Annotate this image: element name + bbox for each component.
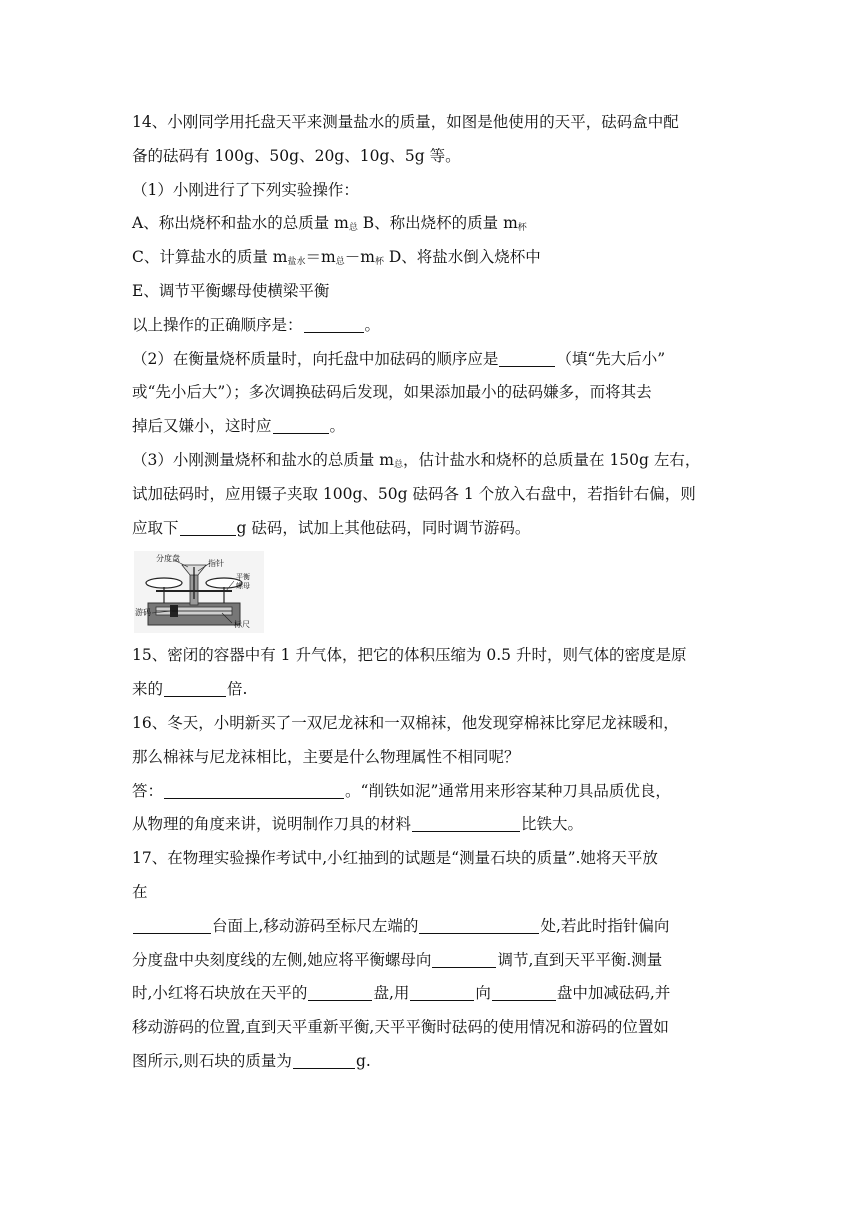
q15-line1: 15、密闭的容器中有 1 升气体，把它的体积压缩为 0.5 升时，则气体的密度是原 xyxy=(132,646,687,665)
q17-line2: 在 xyxy=(132,882,148,901)
label-zhizhen: 指针 xyxy=(208,559,224,569)
label-pingheng: 平衡 xyxy=(236,573,250,582)
q17-line6: 移动游码的位置,直到天平重新平衡,天平平衡时砝码的使用情况和游码的位置如 xyxy=(132,1018,669,1037)
answer-blank[interactable] xyxy=(133,915,211,934)
answer-blank[interactable] xyxy=(304,314,364,333)
q14-order: 以上操作的正确顺序是： 。 xyxy=(132,315,381,334)
q14-option-a-b: A、称出烧杯和盐水的总质量 $m_总$ B、称出烧杯的质量 $m_杯$ xyxy=(132,214,527,234)
subscript: 杯 xyxy=(517,223,527,234)
answer-blank[interactable] xyxy=(164,780,344,799)
answer-blank[interactable] xyxy=(492,982,556,1001)
content-area xyxy=(132,106,742,1079)
answer-blank[interactable] xyxy=(273,415,329,434)
label-luomu: 螺母 xyxy=(236,582,250,591)
answer-blank[interactable] xyxy=(432,949,496,968)
q17-line4: 分度盘中央刻度线的左侧,她应将平衡螺母向 调节,直到天平平衡.测量 xyxy=(132,950,663,969)
q14-line1: 14、小刚同学用托盘天平来测量盐水的质量，如图是他使用的天平，砝码盒中配 xyxy=(132,113,679,131)
q14-option-e: E、调节平衡螺母使横梁平衡 xyxy=(132,281,330,300)
q14-part3-line3: 应取下 g 砝码，试加上其他砝码，同时调节游码。 xyxy=(132,518,531,537)
subscript: 杯 xyxy=(374,257,384,268)
balance-figure xyxy=(134,551,264,633)
label-fendupan: 分度盘 xyxy=(156,554,180,564)
q14-part3-line1: （3）小刚测量烧杯和盐水的总质量 $m_总$，估计盐水和烧杯的总质量在 150g 左右， xyxy=(132,450,701,470)
q14-option-c-d: C、计算盐水的质量 $m_{盐水}=m_总-m_杯$ D、将盐水倒入烧杯中 xyxy=(132,248,541,268)
q15-line2: 来的 倍. xyxy=(132,680,248,699)
label-youma: 游码 xyxy=(135,608,151,618)
label-biaochi: 标尺 xyxy=(234,620,250,630)
q17-line7: 图所示,则石块的质量为 g. xyxy=(132,1051,371,1070)
subscript: 总 xyxy=(394,459,404,470)
q14-part3-line2: 试加砝码时，应用镊子夹取 100g、50g 砝码各 1 个放入右盘中，若指针右偏，则 xyxy=(132,484,696,503)
balance-scale-icon xyxy=(134,551,264,633)
q17-line1: 17、在物理实验操作考试中,小红抽到的试题是“测量石块的质量”.她将天平放 xyxy=(132,849,658,868)
subscript: 总 xyxy=(348,223,358,234)
answer-blank[interactable] xyxy=(308,982,372,1001)
answer-blank[interactable] xyxy=(419,915,539,934)
q16-line2: 那么棉袜与尼龙袜相比，主要是什么物理属性不相同呢？ xyxy=(132,747,520,766)
subscript: 总 xyxy=(335,257,345,268)
answer-blank[interactable] xyxy=(410,982,474,1001)
q14-part2-line1: （2）在衡量烧杯质量时，向托盘中加砝码的顺序应是 （填“先大后小” xyxy=(132,349,666,368)
answer-blank[interactable] xyxy=(412,813,520,832)
subscript: 盐水 xyxy=(287,257,306,268)
q14-line2: 备的砝码有 100g、50g、20g、10g、5g 等。 xyxy=(132,146,461,165)
q17-line3: 台面上,移动游码至标尺左端的 处,若此时指针偏向 xyxy=(132,910,742,944)
q17-line5: 时,小红将石块放在天平的 盘,用 向 盘中加减砝码,并 xyxy=(132,984,671,1003)
answer-blank[interactable] xyxy=(499,348,555,367)
answer-blank[interactable] xyxy=(164,678,226,697)
q14-part1: （1）小刚进行了下列实验操作： xyxy=(132,180,359,199)
answer-blank[interactable] xyxy=(180,517,236,536)
q16-line3: 答： 。“削铁如泥”通常用来形容某种刀具品质优良， xyxy=(132,781,671,800)
q14-part2-line3: 掉后又嫌小，这时应 。 xyxy=(132,417,346,436)
q16-line1: 16、冬天，小明新买了一双尼龙袜和一双棉袜，他发现穿棉袜比穿尼龙袜暖和， xyxy=(132,713,679,732)
q14-part2-line2: 或“先小后大”）；多次调换砝码后发现，如果添加最小的砝码嫌多，而将其去 xyxy=(132,383,652,402)
answer-blank[interactable] xyxy=(293,1050,355,1069)
q16-line4: 从物理的角度来讲，说明制作刀具的材料 比铁大。 xyxy=(132,815,584,834)
